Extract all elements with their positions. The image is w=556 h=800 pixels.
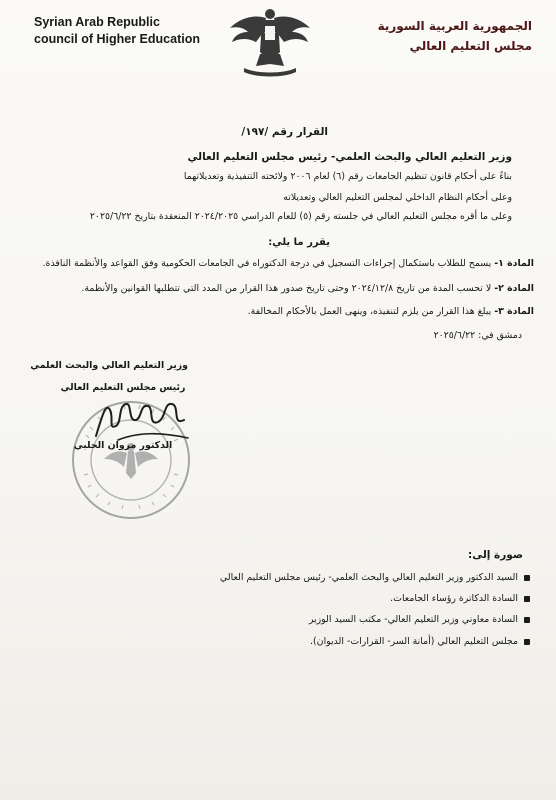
article-3 xyxy=(248,306,534,318)
article-3-text: يبلغ هذا القرار من يلزم لتنفيذه، وينهى العمل بالأحكام المخالفة. xyxy=(247,306,492,317)
signer-title-2: رئيس مجلس التعليم العالي xyxy=(60,382,186,393)
article-1 xyxy=(43,258,534,270)
cc-heading: صورة إلى: xyxy=(468,549,523,561)
cc-item-3 xyxy=(309,614,530,626)
bullet-icon xyxy=(524,639,530,645)
decision-number: القرار رقم /١٩٧/ xyxy=(241,126,328,138)
article-2-label: المادة ٢- xyxy=(494,283,534,294)
signer-name: الدكتور مروان الحلبي xyxy=(73,440,173,451)
date-line: دمشق في: ٢٠٢٥/٦/٢٢ xyxy=(433,330,522,341)
cc-item-4-text: مجلس التعليم العالي (أمانة السر- القرارات- الديوان). xyxy=(310,636,518,647)
header-ar-country: الجمهورية العربية السورية xyxy=(377,19,532,33)
signature-block xyxy=(30,360,188,452)
article-2-text: لا تحسب المدة من تاريخ ٢٠٢٤/١٢/٨ وحتى تاريخ صدور هذا القرار من المدد التي تتطلبها القوانين والأنظمة. xyxy=(81,283,492,294)
bullet-icon xyxy=(524,596,530,602)
header-english xyxy=(34,14,200,48)
header-arabic xyxy=(378,16,532,56)
cc-item-3-text: السادة معاوني وزير التعليم العالي- مكتب السيد الوزير xyxy=(308,614,518,625)
header-en-council: council of Higher Education xyxy=(34,32,200,46)
cc-item-1-text: السيد الدكتور وزير التعليم العالي والبحث العلمي- رئيس مجلس التعليم العالي xyxy=(219,572,518,583)
bullet-icon xyxy=(524,617,530,623)
preamble-line-2: وعلى أحكام النظام الداخلي لمجلس التعليم العالي وتعديلاته xyxy=(283,192,512,203)
article-2 xyxy=(81,283,534,295)
signer-title-1: وزير التعليم العالي والبحث العلمي xyxy=(30,360,188,371)
header-en-country: Syrian Arab Republic xyxy=(34,15,160,29)
article-1-text: يسمح للطلاب باستكمال إجراءات التسجيل في درجة الدكتوراه في الجامعات الحكومية وفق القواعد والأنظمة النافذة. xyxy=(42,258,492,269)
article-3-label: المادة ٣- xyxy=(494,306,534,317)
preamble-line-3: وعلى ما أقره مجلس التعليم العالي في جلسته رقم (٥) للعام الدراسي ٢٠٢٤/٢٠٢٥ المنعقدة بتاريخ ٢٠٢٥/٦/٢٢ xyxy=(89,211,512,222)
header-ar-council: مجلس التعليم العالي xyxy=(409,39,532,53)
cc-item-2 xyxy=(390,593,530,605)
article-1-label: المادة ١- xyxy=(494,258,534,269)
preamble-line-1: بناءً على أحكام قانون تنظيم الجامعات رقم (٦) لعام ٢٠٠٦ ولائحته التنفيذية وتعديلاتهما xyxy=(183,171,512,182)
cc-item-4 xyxy=(310,636,530,648)
cc-item-2-text: السادة الدكاترة رؤساء الجامعات. xyxy=(390,593,518,604)
decides-heading: يقرر ما يلي: xyxy=(268,237,330,248)
issuer-title: وزير التعليم العالي والبحث العلمي- رئيس مجلس التعليم العالي xyxy=(187,151,512,163)
syrian-eagle-emblem-icon xyxy=(226,4,314,78)
cc-item-1 xyxy=(220,572,530,584)
bullet-icon xyxy=(524,575,530,581)
